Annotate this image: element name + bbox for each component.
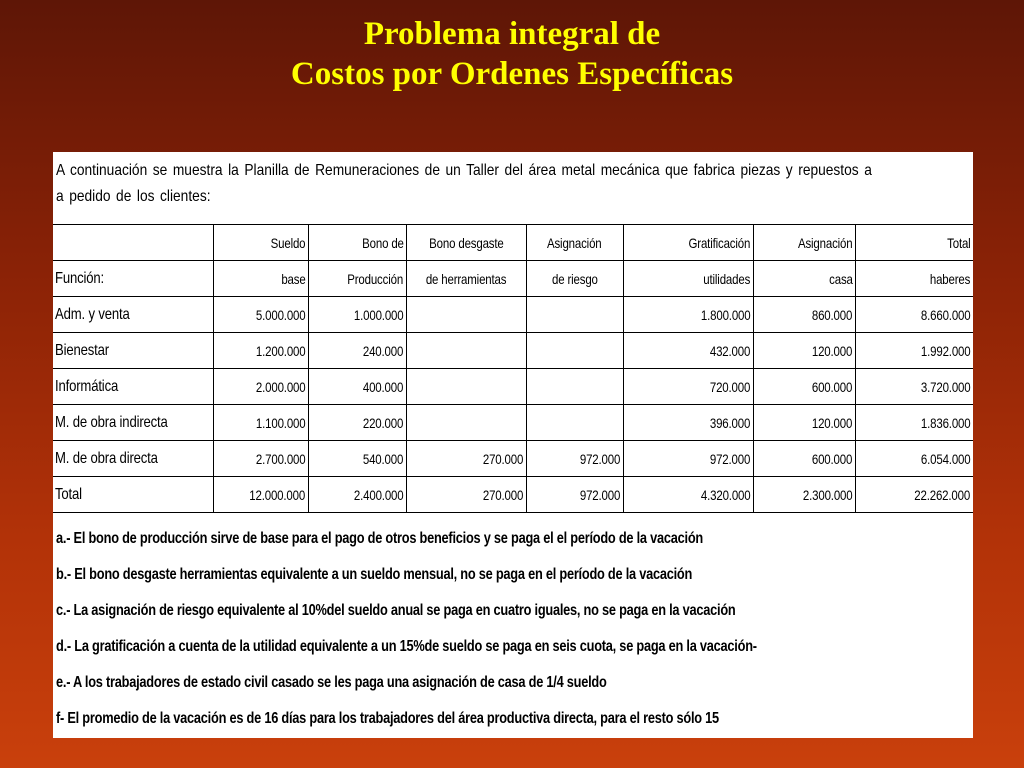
cell-gratificacion xyxy=(623,369,753,405)
spreadsheet-panel xyxy=(53,152,973,738)
cell-bono-produccion xyxy=(308,405,406,441)
cell-text: 6.054.000 xyxy=(920,450,971,467)
cell-text: 12.000.000 xyxy=(249,486,306,503)
title-line-2: Costos por Ordenes Específicas xyxy=(290,56,734,92)
cell-total-haberes xyxy=(855,405,973,441)
header-row-2 xyxy=(53,261,973,297)
cell-total-haberes xyxy=(855,333,973,369)
table-row xyxy=(53,333,973,369)
header-cell-sueldo-base xyxy=(213,225,308,261)
cell-sueldo-base xyxy=(213,297,308,333)
cell-text: 1.800.000 xyxy=(700,306,751,323)
header-cell-asignacion-casa xyxy=(753,261,855,297)
cell-funcion xyxy=(53,477,213,513)
cell-gratificacion xyxy=(623,405,753,441)
cell-text: de herramientas xyxy=(425,270,507,287)
table-row xyxy=(53,441,973,477)
cell-text: 1.200.000 xyxy=(255,342,306,359)
cell-text: 270.000 xyxy=(483,450,524,467)
cell-gratificacion xyxy=(623,333,753,369)
cell-text: 2.700.000 xyxy=(255,450,306,467)
header-cell-asignacion-casa xyxy=(753,225,855,261)
cell-text: 1.000.000 xyxy=(353,306,404,323)
cell-text: 2.300.000 xyxy=(802,486,853,503)
cell-asignacion-riesgo xyxy=(526,477,623,513)
cell-text: M. de obra directa xyxy=(55,449,158,467)
cell-sueldo-base xyxy=(213,405,308,441)
cell-bono-produccion xyxy=(308,477,406,513)
cell-text: base xyxy=(281,270,306,287)
cell-text: 1.992.000 xyxy=(920,342,971,359)
cell-bono-produccion xyxy=(308,333,406,369)
header-cell-total-haberes xyxy=(855,225,973,261)
cell-funcion xyxy=(53,297,213,333)
cell-text: 5.000.000 xyxy=(255,306,306,323)
intro-text xyxy=(56,158,968,210)
intro-line-2: a pedido de los clientes: xyxy=(56,188,211,205)
header-cell-funcion xyxy=(53,261,213,297)
header-cell-total-haberes xyxy=(855,261,973,297)
cell-text: Bono desgaste xyxy=(428,234,504,251)
cell-text: 270.000 xyxy=(483,486,524,503)
cell-gratificacion xyxy=(623,477,753,513)
cell-bono-desgaste xyxy=(406,369,526,405)
note-item: b.- El bono desgaste herramientas equivalente a un sueldo mensual, no se paga en el período de la vacación xyxy=(56,566,693,583)
cell-asignacion-casa xyxy=(753,477,855,513)
cell-text: Informática xyxy=(55,377,119,395)
intro-line-1: A continuación se muestra la Planilla de Remuneraciones de un Taller del área metal mecánica que fabrica piezas y repuestos a xyxy=(56,162,872,179)
cell-text: 240.000 xyxy=(363,342,404,359)
cell-text: 2.000.000 xyxy=(255,378,306,395)
payroll-table xyxy=(53,224,973,513)
cell-text: 600.000 xyxy=(812,450,853,467)
cell-bono-desgaste xyxy=(406,297,526,333)
cell-asignacion-casa xyxy=(753,369,855,405)
cell-text: Bienestar xyxy=(55,341,109,359)
cell-funcion xyxy=(53,333,213,369)
cell-funcion xyxy=(53,405,213,441)
cell-text: 220.000 xyxy=(363,414,404,431)
cell-text: Bono de xyxy=(361,234,404,251)
cell-text: 396.000 xyxy=(710,414,751,431)
notes-list xyxy=(56,521,968,737)
cell-gratificacion xyxy=(623,297,753,333)
cell-funcion xyxy=(53,441,213,477)
cell-text: 972.000 xyxy=(710,450,751,467)
cell-bono-desgaste xyxy=(406,333,526,369)
table-row xyxy=(53,405,973,441)
cell-asignacion-casa xyxy=(753,405,855,441)
header-cell-bono-desgaste xyxy=(406,225,526,261)
note-item: d.- La gratificación a cuenta de la utilidad equivalente a un 15%de sueldo se paga en seis cuota, se paga en la vacación- xyxy=(56,638,757,655)
header-cell-bono-produccion xyxy=(308,225,406,261)
cell-text: Gratificación xyxy=(688,234,751,251)
cell-text: 4.320.000 xyxy=(700,486,751,503)
cell-total-haberes xyxy=(855,477,973,513)
cell-funcion xyxy=(53,369,213,405)
cell-asignacion-riesgo xyxy=(526,441,623,477)
header-row-1 xyxy=(53,225,973,261)
note-item: f- El promedio de la vacación es de 16 días para los trabajadores del área productiva directa, para el resto sólo 15 xyxy=(56,710,719,727)
cell-total-haberes xyxy=(855,297,973,333)
cell-bono-produccion xyxy=(308,369,406,405)
slide-title xyxy=(0,14,1024,94)
cell-asignacion-casa xyxy=(753,333,855,369)
header-cell-sueldo-base xyxy=(213,261,308,297)
note-item: c.- La asignación de riesgo equivalente al 10%del sueldo anual se paga en cuatro iguales, no se paga en la vacación xyxy=(56,602,736,619)
cell-total-haberes xyxy=(855,441,973,477)
cell-text: Total xyxy=(947,234,971,251)
cell-asignacion-riesgo xyxy=(526,297,623,333)
cell-sueldo-base xyxy=(213,333,308,369)
cell-text: 2.400.000 xyxy=(353,486,404,503)
cell-text: utilidades xyxy=(703,270,751,287)
cell-bono-desgaste xyxy=(406,477,526,513)
cell-text: Sueldo xyxy=(270,234,306,251)
header-cell-asignacion-riesgo xyxy=(526,225,623,261)
cell-text: 1.100.000 xyxy=(255,414,306,431)
cell-text: 400.000 xyxy=(363,378,404,395)
cell-asignacion-riesgo xyxy=(526,369,623,405)
cell-text: 432.000 xyxy=(710,342,751,359)
cell-asignacion-riesgo xyxy=(526,333,623,369)
cell-text: Función: xyxy=(55,269,105,287)
cell-asignacion-casa xyxy=(753,297,855,333)
cell-text: 540.000 xyxy=(363,450,404,467)
header-cell-funcion xyxy=(53,225,213,261)
note-item: a.- El bono de producción sirve de base para el pago de otros beneficios y se paga el el período de la vacación xyxy=(56,530,703,547)
header-cell-gratificacion xyxy=(623,261,753,297)
header-cell-bono-desgaste xyxy=(406,261,526,297)
cell-text: 720.000 xyxy=(710,378,751,395)
cell-bono-desgaste xyxy=(406,405,526,441)
header-cell-asignacion-riesgo xyxy=(526,261,623,297)
cell-text: Asignación xyxy=(547,234,602,251)
cell-text: Total xyxy=(55,485,82,503)
header-cell-bono-produccion xyxy=(308,261,406,297)
cell-bono-produccion xyxy=(308,441,406,477)
cell-gratificacion xyxy=(623,441,753,477)
cell-text: 120.000 xyxy=(812,414,853,431)
cell-text: 1.836.000 xyxy=(920,414,971,431)
cell-text: 600.000 xyxy=(812,378,853,395)
cell-text: Adm. y venta xyxy=(55,305,130,323)
cell-text: Asignación xyxy=(797,234,853,251)
cell-text: 972.000 xyxy=(580,450,621,467)
cell-text: 860.000 xyxy=(812,306,853,323)
cell-text: 120.000 xyxy=(812,342,853,359)
cell-text: 8.660.000 xyxy=(920,306,971,323)
table-row xyxy=(53,297,973,333)
cell-text: 22.262.000 xyxy=(914,486,971,503)
table-row xyxy=(53,369,973,405)
cell-sueldo-base xyxy=(213,441,308,477)
cell-text: haberes xyxy=(930,270,971,287)
note-item: e.- A los trabajadores de estado civil casado se les paga una asignación de casa de 1/4 sueldo xyxy=(56,674,607,691)
header-cell-gratificacion xyxy=(623,225,753,261)
cell-bono-desgaste xyxy=(406,441,526,477)
table-row xyxy=(53,477,973,513)
cell-total-haberes xyxy=(855,369,973,405)
cell-text: casa xyxy=(828,270,853,287)
cell-sueldo-base xyxy=(213,477,308,513)
cell-text: Producción xyxy=(347,270,404,287)
cell-asignacion-riesgo xyxy=(526,405,623,441)
cell-sueldo-base xyxy=(213,369,308,405)
cell-text: M. de obra indirecta xyxy=(55,413,168,431)
cell-text: 3.720.000 xyxy=(920,378,971,395)
cell-text: 972.000 xyxy=(580,486,621,503)
cell-asignacion-casa xyxy=(753,441,855,477)
cell-bono-produccion xyxy=(308,297,406,333)
title-line-1: Problema integral de xyxy=(363,16,661,52)
cell-text: de riesgo xyxy=(551,270,598,287)
